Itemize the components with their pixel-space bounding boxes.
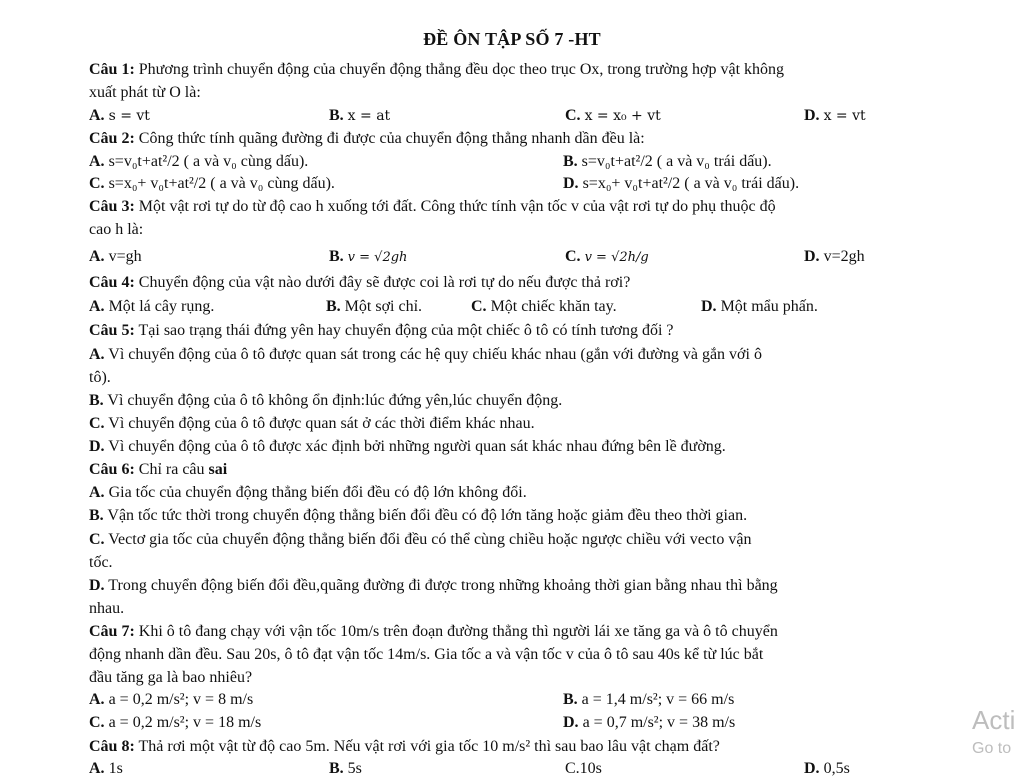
- q3-option-a: A. v=gh: [89, 248, 142, 265]
- question-1: [89, 60, 784, 80]
- q8-option-d: D. 0,5s: [804, 760, 850, 777]
- question-6: Câu 6: Chỉ ra câu sai: [89, 461, 228, 478]
- q4-option-c: C. Một chiếc khăn tay.: [471, 298, 617, 315]
- q2-option-d: D. s=x₀+ v₀t+at²/2 ( a và v₀ trái dấu).: [563, 175, 800, 192]
- q8-option-b: B. 5s: [329, 760, 362, 777]
- q6-option-d-cont: nhau.: [89, 600, 125, 617]
- q7-option-b: B. a = 1,4 m/s²; v = 66 m/s: [563, 691, 735, 708]
- q8-option-a: A. 1s: [89, 760, 123, 777]
- q8-option-c: C.10s: [565, 760, 602, 777]
- q7-option-c: C. a = 0,2 m/s²; v = 18 m/s: [89, 714, 262, 731]
- question-5: Câu 5: Tại sao trạng thái đứng yên hay chuyển động của một chiếc ô tô có tính tương đối ?: [89, 322, 674, 339]
- question-8: Câu 8: Thả rơi một vật từ độ cao 5m. Nếu vật rơi với gia tốc 10 m/s² thì sau bao lâu vật chạm đất?: [89, 738, 720, 755]
- q6-option-c-cont: tốc.: [89, 554, 113, 571]
- q1-option-d: D. x = vt: [804, 107, 866, 124]
- q3-option-d: D. v=2gh: [804, 248, 865, 265]
- q2-option-c: C. s=x₀+ v₀t+at²/2 ( a và v₀ cùng dấu).: [89, 175, 335, 192]
- q1-option-b: B. x = at: [329, 107, 391, 124]
- activation-watermark: Acti: [972, 705, 1016, 735]
- question-label: Câu 1:: [89, 61, 135, 78]
- q4-option-d: D. Một mẩu phấn.: [701, 298, 818, 315]
- question-2: Câu 2: Công thức tính quãng đường đi được của chuyển động thẳng nhanh dần đều là:: [89, 130, 645, 147]
- q5-option-a-cont: tô).: [89, 369, 111, 386]
- page-title: ĐỀ ÔN TẬP SỐ 7 -HT: [423, 29, 601, 49]
- q5-option-a: A. Vì chuyển động của ô tô được quan sát trong các hệ quy chiếu khác nhau (gắn với đường và gắn với ô: [89, 346, 762, 363]
- q6-option-d: D. Trong chuyển động biến đổi đều,quãng đường đi được trong những khoảng thời gian bằng nhau thì bằng: [89, 577, 778, 594]
- question-1-cont: xuất phát từ O là:: [89, 84, 201, 101]
- question-7-cont-2: đầu tăng ga là bao nhiêu?: [89, 669, 253, 686]
- q4-option-b: B. Một sợi chỉ.: [326, 298, 423, 315]
- activation-watermark-sub: Go to: [972, 740, 1012, 757]
- q6-option-c: C. Vectơ gia tốc của chuyển động thẳng biến đổi đều có thể cùng chiều hoặc ngược chiều với vecto vận: [89, 531, 752, 548]
- q2-option-a: A. s=v₀t+at²/2 ( a và v₀ cùng dấu).: [89, 153, 309, 170]
- q7-option-d: D. a = 0,7 m/s²; v = 38 m/s: [563, 714, 736, 731]
- question-7-cont-1: động nhanh dần đều. Sau 20s, ô tô đạt vận tốc 14m/s. Gia tốc a và vận tốc v của ô tô sau 40s kể từ lúc bắt: [89, 646, 764, 663]
- q3-option-b: B. v = √2gh: [329, 248, 408, 265]
- q6-option-b: B. Vận tốc tức thời trong chuyển động thẳng biến đổi đều có độ lớn tăng hoặc giảm đều theo thời gian.: [89, 507, 748, 524]
- q5-option-b: B. Vì chuyển động của ô tô không ổn định:lúc đứng yên,lúc chuyển động.: [89, 392, 563, 409]
- q5-option-d: D. Vì chuyển động của ô tô được xác định bởi những người quan sát khác nhau đứng bên lề đường.: [89, 438, 726, 455]
- q5-option-c: C. Vì chuyển động của ô tô được quan sát ở các thời điểm khác nhau.: [89, 415, 535, 432]
- question-4: Câu 4: Chuyển động của vật nào dưới đây sẽ được coi là rơi tự do nếu được thả rơi?: [89, 274, 631, 291]
- q3-option-c: C. v = √2h/g: [565, 248, 649, 265]
- question-text: Phương trình chuyển động của chuyển động thẳng đều dọc theo trục Ox, trong trường hợp vật không: [134, 61, 785, 78]
- q6-option-a: A. Gia tốc của chuyển động thẳng biến đổi đều có độ lớn không đổi.: [89, 484, 527, 501]
- question-7: Câu 7: Khi ô tô đang chạy với vận tốc 10m/s trên đoạn đường thẳng thì người lái xe tăng ga và ô tô chuyển: [89, 623, 778, 640]
- q1-option-a: A. s = vt: [89, 107, 150, 124]
- q1-option-c: C. x = x₀ + vt: [565, 107, 661, 124]
- question-3: Câu 3: Một vật rơi tự do từ độ cao h xuống tới đất. Công thức tính vận tốc v của vật rơi tự do phụ thuộc độ: [89, 198, 776, 215]
- q4-option-a: A. Một lá cây rụng.: [89, 298, 215, 315]
- question-3-cont: cao h là:: [89, 221, 144, 238]
- q2-option-b: B. s=v₀t+at²/2 ( a và v₀ trái dấu).: [563, 153, 772, 170]
- q7-option-a: A. a = 0,2 m/s²; v = 8 m/s: [89, 691, 254, 708]
